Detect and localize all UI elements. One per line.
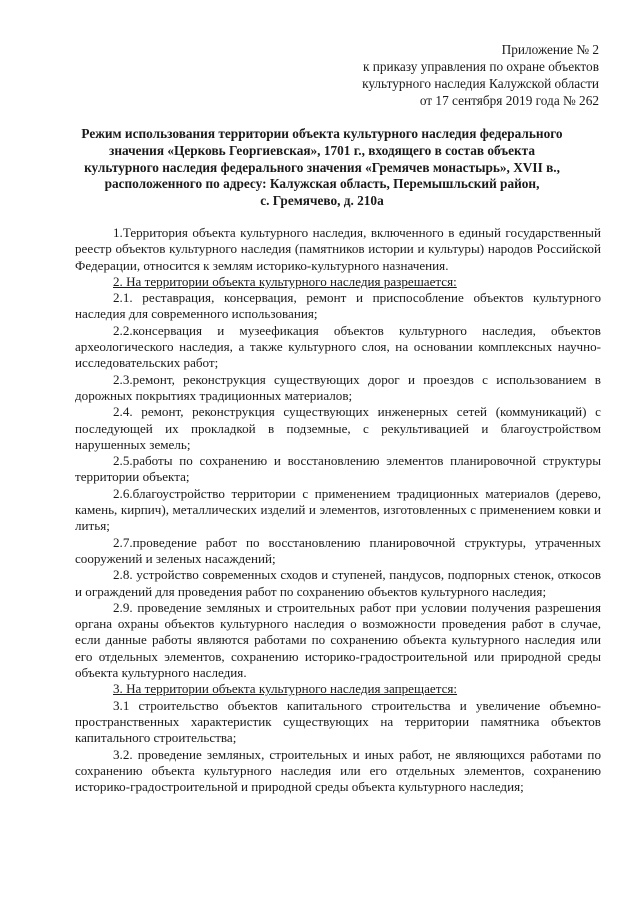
section-3-heading-text: 3. На территории объекта культурного наследия запрещается: xyxy=(113,681,458,697)
appendix-number: Приложение № 2 xyxy=(501,42,599,57)
paragraph-2-6: 2.6.благоустройство территории с применением традиционных материалов (дерево, камень, кирпич), металлических изделий и элементов, изготовленных с применением ковки и литья; xyxy=(75,485,601,534)
paragraph-2-3: 2.3.ремонт, реконструкция существующих дорог и проездов с использованием в дорожных покрытиях традиционных материалов; xyxy=(75,371,601,403)
paragraph-2-8: 2.8. устройство современных сходов и ступеней, пандусов, подпорных стенок, откосов и ограждений для проведения работ по сохранению объектов культурного наследия; xyxy=(75,567,601,599)
title-line: с. Гремячево, д. 210а xyxy=(260,193,384,209)
paragraph-2-2: 2.2.консервация и музеефикация объектов культурного наследия, объектов археологического наследия, а также культурного слоя, на основании комплексных научно-исследовательских работ; xyxy=(75,322,601,371)
title-line: Режим использования территории объекта культурного наследия федерального xyxy=(81,126,563,141)
section-2-heading xyxy=(75,274,601,290)
paragraph-2-4: 2.4. ремонт, реконструкция существующих инженерных сетей (коммуникаций) с последующей их прокладкой в подземные, с рекультивацией и благоустройством нарушенных земель; xyxy=(75,404,601,452)
appendix-order-ref: к приказу управления по охране объектов xyxy=(362,59,599,74)
paragraph-2-7: 2.7.проведение работ по восстановлению планировочной структуры, утраченных сооружений и зеленых насаждений; xyxy=(75,534,601,566)
paragraph-2-5: 2.5.работы по сохранению и восстановлению элементов планировочной структуры территории объекта; xyxy=(75,453,601,485)
section-2-heading-text: 2. На территории объекта культурного наследия разрешается: xyxy=(113,273,457,289)
appendix-authority: культурного наследия Калужской области xyxy=(362,76,599,91)
document-body xyxy=(75,225,601,795)
section-3-heading xyxy=(75,681,601,697)
paragraph-2-1: 2.1. реставрация, консервация, ремонт и приспособление объектов культурного наследия для современного использования; xyxy=(75,290,601,322)
paragraph-2-9: 2.9. проведение земляных и строительных работ при условии получения разрешения органа охраны объектов культурного наследия о возможности проведения работ в случае, если данные работы являются работами по сохранению объекта культурного наследия или его отдельных элементов, сохранению историко-градостроительной или природной среды объекта культурного наследия. xyxy=(75,599,601,681)
document-title xyxy=(72,126,572,210)
title-line: культурного наследия федерального значения «Гремячев монастырь», XVII в., xyxy=(84,159,560,175)
title-line: значения «Церковь Георгиевская», 1701 г., входящего в состав объекта xyxy=(109,142,535,158)
title-line: расположенного по адресу: Калужская область, Перемышльский район, xyxy=(104,176,540,192)
paragraph-3-1: 3.1 строительство объектов капитального строительства и увеличение объемно-пространственных характеристик существующих на территории памятника объектов капитального строительства; xyxy=(75,697,601,746)
appendix-header xyxy=(362,41,599,109)
appendix-order-date: от 17 сентября 2019 года № 262 xyxy=(419,93,599,108)
paragraph-3-2: 3.2. проведение земляных, строительных и иных работ, не являющихся работами по сохранению объекта культурного наследия или его отдельных элементов, сохранению историко-градостроительной и природной среды объекта культурного наследия; xyxy=(75,746,601,795)
paragraph-1: 1.Территория объекта культурного наследия, включенного в единый государственный реестр объектов культурного наследия (памятников истории и культуры) народов Российской Федерации, относится к землям историко-культурного назначения. xyxy=(75,225,601,273)
